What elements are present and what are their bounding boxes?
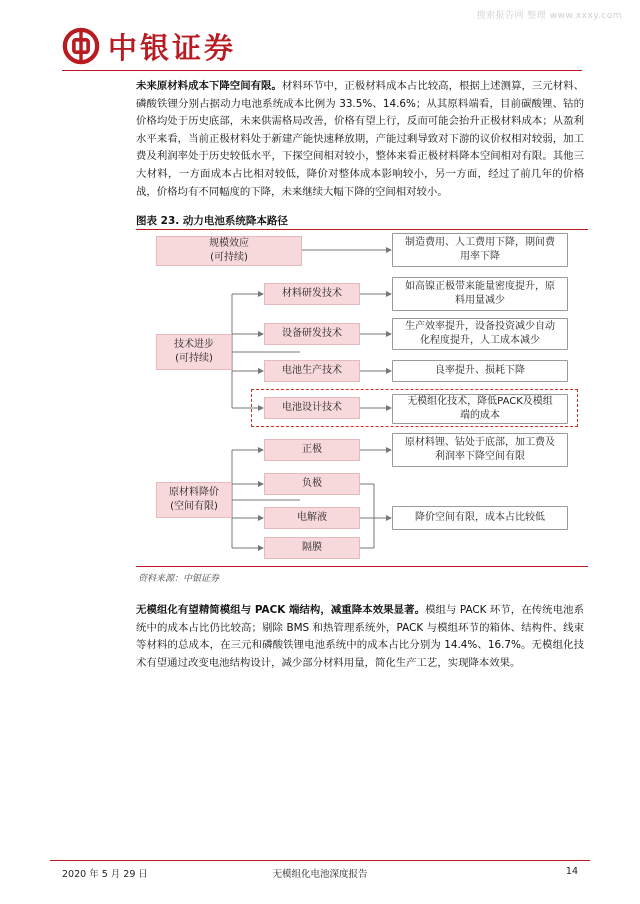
figure-source: 资料来源：中银证券 — [138, 574, 220, 584]
result-design: 无模组化技术，降低PACK及模组端的成本 — [392, 394, 568, 424]
footer-rule — [50, 860, 590, 861]
footer-report-title: 无模组化电池深度报告 — [272, 869, 368, 880]
category-material-price: 原材料降价 (空间有限) — [156, 482, 232, 518]
material-item-electrolyte: 电解液 — [264, 507, 360, 529]
intro-lead: 未来原材料成本下降空间有限。 — [136, 80, 282, 92]
category-scale-effect: 规模效应 (可持续) — [156, 236, 302, 266]
tech-item-equipment-rd: 设备研发技术 — [264, 323, 360, 345]
footer-date: 2020 年 5 月 29 日 — [62, 869, 148, 880]
second-paragraph — [136, 602, 584, 672]
category-tech-progress: 技术进步 (可持续) — [156, 334, 232, 370]
result-cathode: 原材料锂、钴处于底部，加工费及利润率下降空间有限 — [392, 433, 568, 467]
result-other-materials: 降价空间有限，成本占比较低 — [392, 506, 568, 530]
tech-item-material-rd: 材料研发技术 — [264, 283, 360, 305]
second-lead: 无模组化有望精简模组与 PACK 端结构，减重降本效果显著。 — [136, 604, 426, 616]
watermark-text: 搜索报告网 整理 www.xxxy.com — [476, 11, 622, 21]
result-scale: 制造费用、人工费用下降，期间费用率下降 — [392, 233, 568, 267]
figure-rule-bottom — [136, 566, 588, 567]
intro-body: 材料环节中，正极材料成本占比较高，根据上述测算，三元材料、磷酸铁锂分别占据动力电池系统成本比例为 33.5%、14.6%；从其原料端看，目前碳酸锂、钴的价格均处于历史底部，未来供需格局改善，价格有望上行，反而可能会抬升正极材料成本；从盈利水平来看，当前正极材料处于新建产能快速释放期，产能过剩导致对下游的议价权相对较弱，加工费及利润率处于历史较低水平，下探空间相对较小，整体来看正极材料降本空间相对有限。其他三大材料，一方面成本占比相对较低，降价对整体成本影响较小，另一方面，经过了前几年的价格战，价格均有不同幅度的下降，未来继续大幅下降的空间相对较小。 — [136, 80, 585, 198]
result-material-rd: 如高镍正极带来能量密度提升，原料用量减少 — [392, 277, 568, 311]
material-item-separator: 隔膜 — [264, 537, 360, 559]
result-production: 良率提升、损耗下降 — [392, 360, 568, 382]
highlight-dashed-frame — [251, 389, 578, 427]
material-item-cathode: 正极 — [264, 439, 360, 461]
brand-name: 中银证券 — [108, 30, 237, 65]
tech-item-production: 电池生产技术 — [264, 360, 360, 382]
footer-page-number: 14 — [565, 866, 578, 877]
result-equipment-rd: 生产效率提升，设备投资减少自动化程度提升，人工成本减少 — [392, 318, 568, 350]
figure-title: 图表 23. 动力电池系统降本路径 — [136, 215, 288, 227]
material-item-anode: 负极 — [264, 473, 360, 495]
tech-item-design: 电池设计技术 — [264, 397, 360, 419]
second-body: 模组与 PACK 环节，在传统电池系统中的成本占比仍比较高；剔除 BMS 和热管理系统外，PACK 与模组环节的箱体、结构件、线束等材料的总成本，在三元和磷酸铁锂电池系统中的成本占比分别为 14.4%、16.7%。无模组化技术有望通过改变电池结构设计，减少部分材料用量，简化生产工艺，实现降本效果。 — [136, 604, 584, 669]
